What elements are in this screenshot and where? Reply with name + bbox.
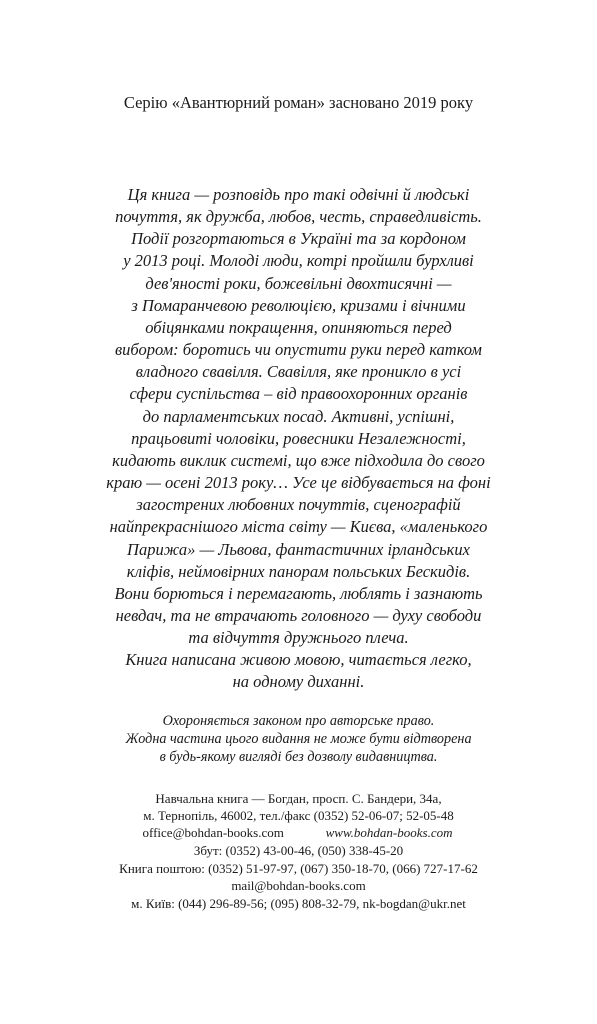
publisher-website: www.bohdan-books.com [325,825,453,841]
annotation-line: та відчуття дружнього плеча. [188,628,409,648]
annotation-line: загострених любовних почуттів, сценографій [136,495,461,515]
copyright-line: Охороняється законом про авторське право. [162,713,435,729]
contacts-info [0,842,597,912]
annotation-line: сфери суспільства – від правоохоронних органів [129,384,468,404]
annotation-line: невдач, та не втрачають головного — духу свободи [115,605,482,625]
mail-order-phones: Книга поштою: (0352) 51-97-97, (067) 350-18-70, (066) 727-17-62 [119,860,478,876]
annotation-line: дев'яності роки, божевільні двохтисячні — [145,273,452,293]
annotation-line: обіцянками покращення, опиняються перед [145,317,452,337]
publisher-city-phone: м. Тернопіль, 46002, тел./факс (0352) 52-06-07; 52-05-48 [143,808,454,824]
annotation-line: владного свавілля. Свавілля, яке проникло в усі [135,362,462,382]
annotation-line: Події розгортаються в Україні та за кордоном [131,229,466,249]
publisher-email: office@bohdan-books.com [142,825,284,841]
copyright-line: Жодна частина цього видання не може бути відтворена [125,731,472,747]
annotation-line: кліфів, неймовірних панорам польських Бескидів. [126,561,471,581]
annotation-line: почуття, як дружба, любов, честь, справедливість. [115,207,482,227]
annotation-line: працьовиті чоловіки, ровесники Незалежності, [131,428,466,448]
annotation-line: до парламентських посад. Активні, успішні, [142,406,455,426]
publisher-address: Навчальна книга — Богдан, просп. С. Бандери, 34а, [155,791,442,806]
annotation-line: кидають виклик системі, що вже підходила до свого [112,450,485,470]
copyright-notice [20,712,577,766]
sales-phones: Збут: (0352) 43-00-46, (050) 338-45-20 [193,843,404,858]
annotation-line: Парижа» — Львова, фантастичних ірландських [127,539,470,559]
annotation-line: краю — осені 2013 року… Усе це відбувається на фоні [106,473,491,493]
annotation-line: Книга написана живою мовою, читається легко, [125,650,472,670]
book-annotation [20,184,577,694]
copyright-line: в будь-якому вигляді без дозволу видавництва. [159,749,438,765]
mail-order-email: mail@bohdan-books.com [231,878,366,894]
annotation-line: Вони борються і перемагають, люблять і зазнають [114,583,483,603]
publisher-web-row [143,824,453,841]
annotation-line: на одному диханні. [232,672,365,692]
annotation-line: у 2013 році. Молоді люди, котрі пройшли бурхливі [123,251,474,271]
annotation-line: з Помаранчевою революцією, кризами і вічними [131,295,466,315]
annotation-line: Ця книга — розповідь про такі одвічні й людські [127,185,470,204]
annotation-line: найпрекраснішого міста світу — Києва, «маленького [109,517,488,537]
kyiv-contacts: м. Київ: (044) 296-89-56; (095) 808-32-79, nk-bogdan@ukr.net [131,895,466,911]
series-note: Серію «Авантюрний роман» засновано 2019 року [123,93,474,112]
publisher-info [0,790,597,842]
annotation-line: вибором: боротись чи опустити руки перед катком [115,340,482,360]
